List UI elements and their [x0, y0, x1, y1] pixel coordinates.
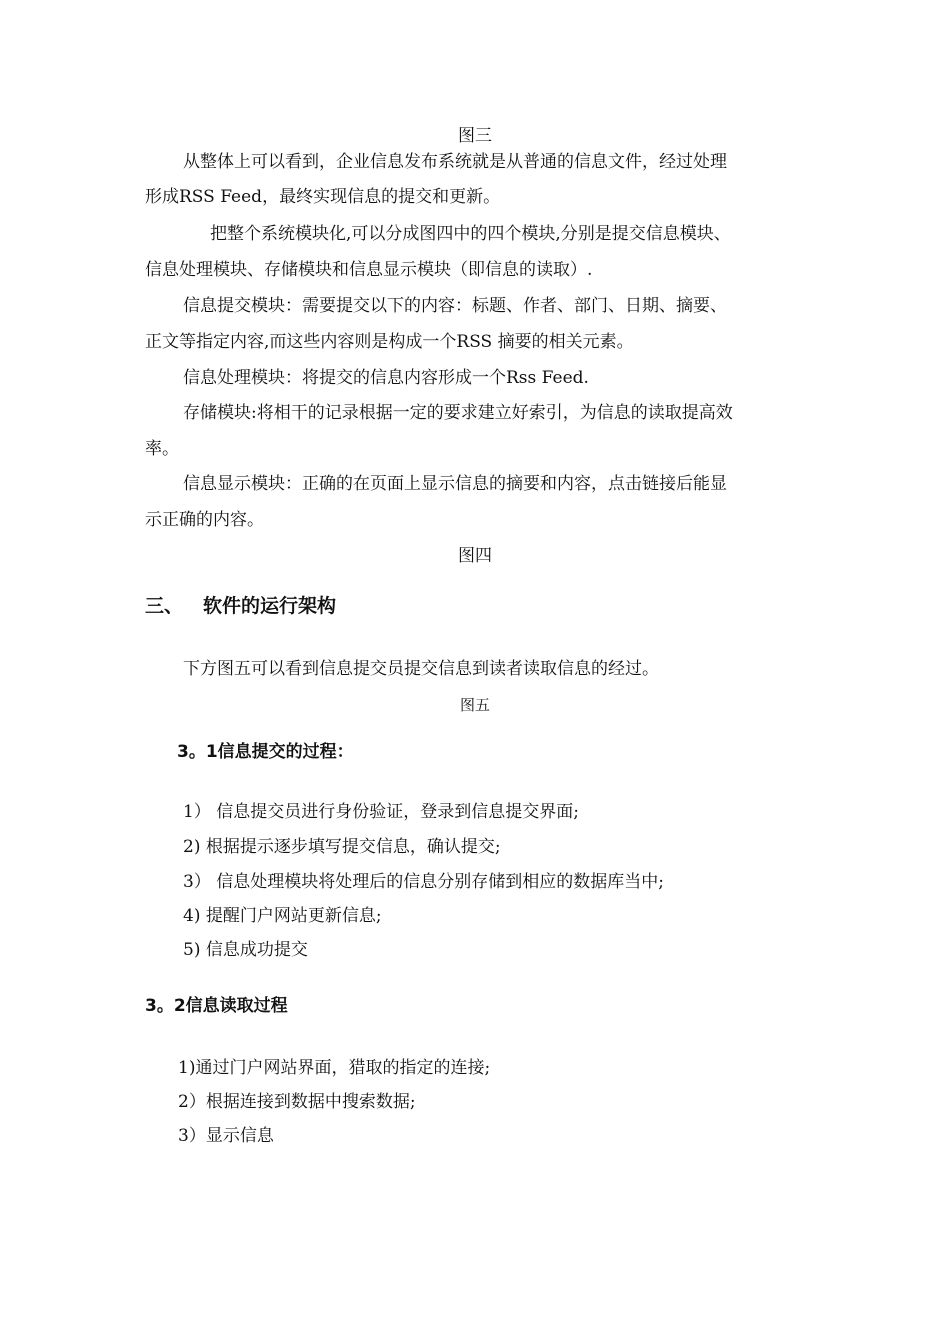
section-3-intro: 下方图五可以看到信息提交员提交信息到读者读取信息的经过。	[183, 659, 659, 679]
section-3-title: 软件的运行架构	[203, 595, 337, 617]
paragraph-modules-line1: 把整个系统模块化,可以分成图四中的四个模块,分别是提交信息模块、	[210, 224, 731, 244]
submit-step-3: 3） 信息处理模块将处理后的信息分别存储到相应的数据库当中;	[183, 872, 664, 892]
read-step-2: 2）根据连接到数据中搜索数据;	[178, 1092, 416, 1112]
paragraph-overview-line2: 形成RSS Feed，最终实现信息的提交和更新。	[145, 187, 501, 207]
read-step-1: 1)通过门户网站界面，猎取的指定的连接;	[178, 1058, 491, 1078]
paragraph-overview-line1: 从整体上可以看到，企业信息发布系统就是从普通的信息文件，经过处理	[183, 152, 727, 172]
paragraph-process-module: 信息处理模块：将提交的信息内容形成一个Rss Feed.	[183, 368, 589, 388]
paragraph-modules-line2: 信息处理模块、存储模块和信息显示模块（即信息的读取）.	[145, 260, 593, 280]
figure-5-caption: 图五	[459, 696, 490, 714]
paragraph-storage-module-line2: 率。	[145, 439, 179, 459]
paragraph-submit-module-line2: 正文等指定内容,而这些内容则是构成一个RSS 摘要的相关元素。	[145, 332, 634, 352]
figure-3-caption: 图三	[458, 126, 492, 146]
subsection-3-2-title: 3。2信息读取过程	[145, 996, 288, 1016]
figure-4-caption: 图四	[458, 546, 492, 566]
submit-step-5: 5) 信息成功提交	[183, 940, 308, 960]
submit-step-1: 1） 信息提交员进行身份验证，登录到信息提交界面;	[183, 802, 579, 822]
read-step-3: 3）显示信息	[178, 1126, 274, 1146]
paragraph-display-module-line2: 示正确的内容。	[145, 510, 264, 530]
paragraph-display-module-line1: 信息显示模块：正确的在页面上显示信息的摘要和内容，点击链接后能显	[183, 474, 727, 494]
subsection-3-1-title: 3。1信息提交的过程：	[177, 742, 354, 762]
submit-step-4: 4) 提醒门户网站更新信息;	[183, 906, 382, 926]
submit-step-2: 2) 根据提示逐步填写提交信息，确认提交;	[183, 837, 501, 857]
paragraph-submit-module-line1: 信息提交模块：需要提交以下的内容：标题、作者、部门、日期、摘要、	[183, 296, 727, 316]
section-3-number: 三、	[145, 595, 184, 617]
paragraph-storage-module-line1: 存储模块:将相干的记录根据一定的要求建立好索引，为信息的读取提高效	[183, 403, 733, 423]
